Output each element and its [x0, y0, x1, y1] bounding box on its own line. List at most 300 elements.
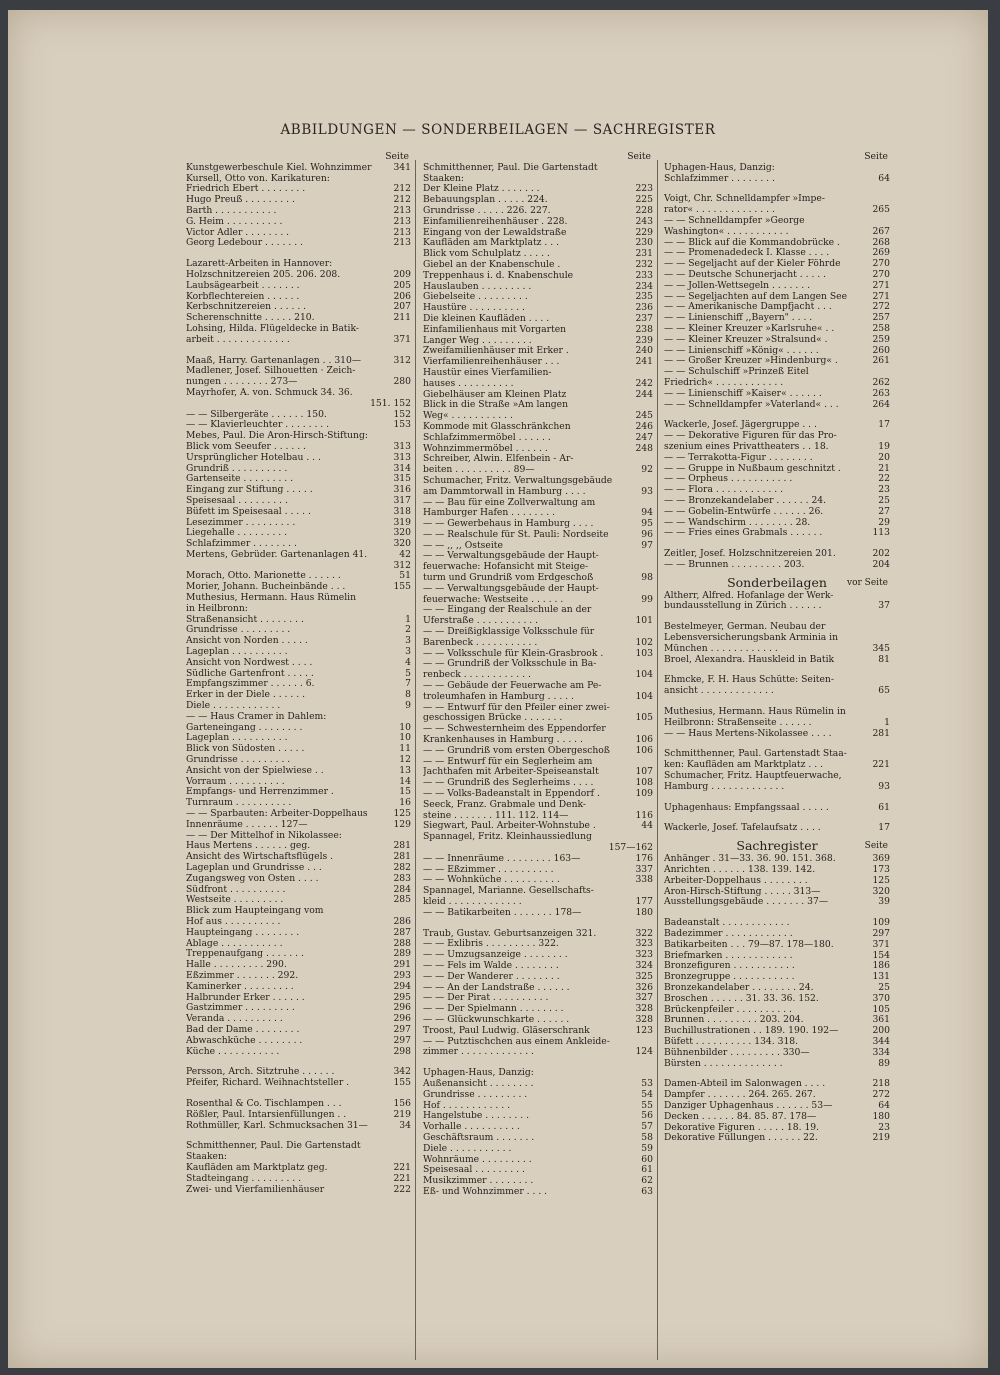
index-entry	[664, 474, 890, 485]
entry-page: 272	[872, 1090, 890, 1101]
entry-text: — — Silbergeräte . . . . . . 150.	[186, 409, 327, 420]
index-entry	[664, 1015, 890, 1026]
entry-text: Staaken:	[423, 173, 464, 184]
entry-page	[888, 707, 890, 718]
entry-page: 222	[393, 1184, 411, 1195]
entry-page	[651, 605, 653, 616]
entry-page: 313	[393, 441, 411, 452]
index-entry	[664, 1048, 890, 1059]
entry-text: — — Der Wanderer . . . . . . . .	[423, 971, 560, 982]
entry-text: — — Flora . . . . . . . . . . . .	[664, 485, 784, 496]
entry-page: 156	[393, 1098, 411, 1109]
entry-text: Ansicht von Nordwest . . . .	[186, 657, 313, 668]
index-entry	[186, 863, 411, 874]
index-entry	[423, 1133, 653, 1144]
entry-page: 298	[393, 1046, 411, 1057]
entry-text: — — Haus Mertens-Nikolassee . . . .	[664, 728, 832, 739]
entry-text: — — Orpheus . . . . . . . . . . .	[664, 474, 793, 485]
index-entry	[186, 539, 411, 550]
entry-text: — — Fels im Walde . . . . . . . .	[423, 960, 559, 971]
entry-text: Bestelmeyer, German. Neubau der	[664, 622, 826, 633]
entry-text: Wohnräume . . . . . . . . .	[423, 1154, 532, 1165]
entry-text: Innenräume . . . . . . 127—	[186, 819, 308, 830]
index-entry	[186, 712, 411, 723]
index-entry	[186, 928, 411, 939]
entry-text: steine . . . . . . . 111. 112. 114—	[423, 810, 569, 821]
entry-page: 213	[393, 227, 411, 238]
entry-text: renbeck . . . . . . . . . . . .	[423, 670, 531, 681]
entry-text: Halbrunder Erker . . . . . .	[186, 992, 305, 1003]
entry-page: 268	[872, 237, 890, 248]
index-entry	[423, 1068, 653, 1079]
entry-page: 370	[872, 993, 890, 1004]
entry-text: Broschen . . . . . . 31. 33. 36. 152.	[664, 993, 819, 1004]
entry-spacer	[664, 813, 890, 823]
index-entry	[664, 163, 890, 174]
index-entry	[186, 679, 411, 690]
index-entry	[423, 217, 653, 228]
entry-text: Anrichten . . . . . . 138. 139. 142.	[664, 865, 816, 876]
entry-page: 234	[635, 281, 653, 292]
entry-page: 10	[399, 722, 411, 733]
entry-page: 338	[635, 875, 653, 886]
index-entry	[423, 638, 653, 649]
index-entry	[186, 1025, 411, 1036]
entry-page	[651, 1068, 653, 1079]
entry-page: 27	[878, 506, 890, 517]
entry-page: 238	[635, 324, 653, 335]
index-entry	[186, 1141, 411, 1152]
index-entry	[423, 314, 653, 325]
entry-page	[409, 1152, 411, 1163]
index-entry	[664, 655, 890, 666]
entry-page: 34	[399, 1120, 411, 1131]
entry-text: Abwaschküche . . . . . . . .	[186, 1035, 303, 1046]
entry-page	[651, 724, 653, 735]
entry-text: Küche . . . . . . . . . . .	[186, 1046, 280, 1057]
entry-text: Hof aus . . . . . . . . . .	[186, 916, 281, 927]
index-entry	[186, 464, 411, 475]
entry-text: Buchillustrationen . . 189. 190. 192—	[664, 1026, 839, 1037]
entry-page	[888, 163, 890, 174]
index-entry	[423, 939, 653, 950]
index-entry	[423, 498, 653, 509]
index-entry	[423, 465, 653, 476]
entry-text: — — Volks-Badeanstalt in Eppendorf .	[423, 789, 600, 800]
index-entry	[423, 1101, 653, 1112]
entry-page: 286	[393, 916, 411, 927]
entry-page: 207	[393, 302, 411, 313]
entry-text: Einfamilienhaus mit Vorgarten	[423, 324, 567, 335]
entry-text: Langer Weg . . . . . . . . .	[423, 335, 532, 346]
entry-page: 293	[393, 970, 411, 981]
index-entry	[664, 823, 890, 834]
entry-text: — — Gewerbehaus in Hamburg . . . .	[423, 519, 594, 530]
entry-spacer	[423, 1058, 653, 1068]
index-entry	[664, 591, 890, 602]
entry-page: 296	[393, 1014, 411, 1025]
entry-text: Georg Ledebour . . . . . . .	[186, 238, 303, 249]
entry-text: — — ,, ,, Ostseite	[423, 540, 503, 551]
entry-page: 23	[878, 1122, 890, 1133]
index-entry	[423, 1079, 653, 1090]
entry-text: Schumacher, Fritz. Hauptfeuerwache,	[664, 771, 842, 782]
entry-page: 342	[393, 1067, 411, 1078]
index-entry	[186, 615, 411, 626]
index-entry	[664, 248, 890, 259]
seite-header: Seite	[864, 151, 888, 162]
entry-text: Uferstraße . . . . . . . . . . .	[423, 616, 539, 627]
entry-text: Brückenpfeiler . . . . . . . . . .	[664, 1004, 792, 1015]
entry-text: Spannagel, Marianne. Gesellschafts-	[423, 886, 594, 897]
entry-page: 206	[393, 291, 411, 302]
entry-page: 59	[641, 1143, 653, 1154]
entry-text: Bühnenbilder . . . . . . . . . 330—	[664, 1047, 810, 1058]
entry-page: 230	[635, 238, 653, 249]
entry-page: 63	[641, 1186, 653, 1197]
entry-page: 151. 152	[370, 398, 411, 409]
index-entry	[423, 357, 653, 368]
entry-page: 257	[872, 313, 890, 324]
entry-text: Madlener, Josef. Silhouetten · Zeich-	[186, 366, 356, 377]
index-entry	[186, 217, 411, 228]
index-entry	[423, 789, 653, 800]
seite-header: Seite	[627, 151, 651, 162]
index-entry	[186, 474, 411, 485]
index-entry	[186, 636, 411, 647]
index-entry	[423, 400, 653, 411]
entry-text: Bad der Dame . . . . . . . .	[186, 1024, 300, 1035]
entry-text: Eß- und Wohnzimmer . . . .	[423, 1186, 548, 1197]
index-entry	[423, 238, 653, 249]
index-entry	[423, 573, 653, 584]
entry-text: Einfamilienreihenhäuser . 228.	[423, 216, 568, 227]
entry-text: — — Linienschiff »König« . . . . . .	[664, 345, 819, 356]
index-entry	[664, 887, 890, 898]
entry-page: 245	[635, 411, 653, 422]
index-entry	[664, 378, 890, 389]
entry-page: 316	[393, 485, 411, 496]
entry-page: 295	[393, 992, 411, 1003]
entry-text: beiten . . . . . . . . . . 89—	[423, 465, 535, 476]
entry-text: Wackerle, Josef. Tafelaufsatz . . . .	[664, 823, 821, 834]
index-entry	[186, 1185, 411, 1196]
entry-page: 104	[635, 691, 653, 702]
entry-text: Schreiber, Alwin. Elfenbein - Ar-	[423, 454, 574, 465]
entry-text: Treppenhaus i. d. Knabenschule	[423, 270, 574, 281]
index-entry	[423, 584, 653, 595]
entry-text: Bronzegruppe . . . . . . . . . . .	[664, 972, 795, 983]
entry-text: Laubsägearbeit . . . . . . .	[186, 280, 300, 291]
entry-text: Eingang zur Stiftung . . . . .	[186, 485, 313, 496]
index-entry	[186, 184, 411, 195]
entry-page: 116	[635, 810, 653, 821]
entry-page	[651, 703, 653, 714]
entry-page	[888, 771, 890, 782]
index-entry	[664, 961, 890, 972]
entry-text: Die kleinen Kaufläden . . . .	[423, 313, 550, 324]
index-entry	[423, 595, 653, 606]
entry-text: geschossigen Brücke . . . . . . .	[423, 713, 563, 724]
entry-page: 243	[635, 216, 653, 227]
index-entry	[423, 271, 653, 282]
entry-page: 262	[872, 377, 890, 388]
entry-text: — — Bau für eine Zollverwaltung am	[423, 497, 596, 508]
entry-text: — — Gruppe in Nußbaum geschnitzt .	[664, 463, 841, 474]
entry-page	[651, 368, 653, 379]
index-entry	[423, 411, 653, 422]
entry-page: 213	[393, 216, 411, 227]
index-entry	[186, 313, 411, 324]
index-entry	[664, 356, 890, 367]
entry-text: Friedrich Ebert . . . . . . . .	[186, 184, 306, 195]
entry-page: 344	[872, 1036, 890, 1047]
entry-page: 23	[878, 485, 890, 496]
entry-page: 58	[641, 1132, 653, 1143]
entry-page: 89	[878, 1058, 890, 1069]
entry-text: Dekorative Füllungen . . . . . . 22.	[664, 1133, 818, 1144]
entry-text: Rößler, Paul. Intarsienfüllungen . .	[186, 1109, 347, 1120]
entry-page: 106	[635, 735, 653, 746]
entry-page: 131	[872, 972, 890, 983]
entry-page: 19	[878, 441, 890, 452]
page-title: ABBILDUNGEN — SONDERBEILAGEN — SACHREGISTER	[280, 122, 716, 138]
entry-page: 102	[635, 637, 653, 648]
index-entry	[664, 174, 890, 185]
entry-text: Aron-Hirsch-Stiftung . . . . . 313—	[664, 886, 821, 897]
entry-page: 264	[872, 399, 890, 410]
entry-page	[651, 584, 653, 595]
index-entry	[664, 686, 890, 697]
index-entry	[423, 422, 653, 433]
entry-page: 124	[635, 1047, 653, 1058]
index-entry	[423, 368, 653, 379]
index-entry	[664, 876, 890, 887]
index-entry	[186, 571, 411, 582]
entry-text: Bronzekandelaber . . . . . . . . 24.	[664, 983, 814, 993]
entry-text: — — Kleiner Kreuzer »Stralsund« .	[664, 334, 828, 345]
entry-page: 200	[872, 1026, 890, 1037]
entry-page: 123	[635, 1025, 653, 1036]
index-entry	[664, 1133, 890, 1144]
index-entry	[186, 388, 411, 399]
entry-page: 157—162	[608, 843, 653, 853]
entry-text: Empfangszimmer . . . . . . 6.	[186, 679, 315, 690]
entry-page	[888, 194, 890, 205]
entry-page	[651, 476, 653, 487]
entry-page: 229	[635, 227, 653, 238]
index-entry	[186, 453, 411, 464]
entry-page: 314	[393, 463, 411, 474]
index-entry	[186, 820, 411, 831]
index-entry	[423, 703, 653, 714]
index-entry	[423, 1047, 653, 1058]
entry-page: 328	[635, 1004, 653, 1015]
entry-text: Büfett . . . . . . . . . . 134. 318.	[664, 1036, 799, 1047]
index-entry	[423, 908, 653, 919]
entry-page	[888, 622, 890, 633]
entry-page: 39	[878, 897, 890, 908]
entry-text: Washington« . . . . . . . . . . .	[664, 226, 789, 237]
index-entry	[423, 929, 653, 940]
index-entry	[423, 767, 653, 778]
entry-text: — — Segeljacht auf der Kieler Föhrde	[664, 259, 841, 270]
index-entry	[664, 313, 890, 324]
index-page	[8, 10, 988, 1368]
entry-page: 236	[635, 303, 653, 314]
entry-page: 324	[635, 960, 653, 971]
index-entry	[186, 399, 411, 410]
entry-text: Haupteingang . . . . . . . .	[186, 927, 300, 938]
entry-text: — — Verwaltungsgebäude der Haupt-	[423, 583, 599, 594]
entry-text: G. Heim . . . . . . . . . .	[186, 216, 283, 227]
entry-page: 54	[641, 1089, 653, 1100]
entry-page: 323	[635, 950, 653, 961]
entry-text: Bürsten . . . . . . . . . . . . . .	[664, 1058, 783, 1069]
index-entry	[423, 670, 653, 681]
entry-text: — — Amerikanische Dampfjacht . . .	[664, 302, 832, 313]
index-entry	[423, 800, 653, 811]
index-entry	[186, 431, 411, 442]
entry-page	[888, 633, 890, 644]
entry-text: — — Promenadedeck I. Klasse . . . .	[664, 248, 830, 259]
entry-text: Uphagen-Haus, Danzig:	[423, 1068, 534, 1079]
entry-page	[409, 1141, 411, 1152]
entry-text: Voigt, Chr. Schnelldampfer »Impe-	[664, 194, 825, 205]
entry-text: Mayrhofer, A. von. Schmuck 34. 36.	[186, 387, 353, 398]
index-entry	[186, 442, 411, 453]
entry-text: Spannagel, Fritz. Kleinhaussiedlung	[423, 832, 592, 843]
index-entry	[664, 918, 890, 929]
entry-text: Gastzimmer . . . . . . . . .	[186, 1003, 295, 1014]
entry-page: 13	[399, 765, 411, 776]
entry-page: 213	[393, 238, 411, 249]
index-entry	[664, 400, 890, 411]
entry-text: Hamburg . . . . . . . . . . . . .	[664, 781, 785, 792]
index-entry	[186, 669, 411, 680]
entry-page: 317	[393, 495, 411, 506]
index-entry	[664, 1090, 890, 1101]
index-entry	[186, 766, 411, 777]
index-entry	[664, 431, 890, 442]
entry-text: — — Realschule für St. Pauli: Nordseite	[423, 529, 609, 540]
entry-page	[409, 831, 411, 842]
entry-spacer	[664, 410, 890, 420]
entry-spacer	[664, 539, 890, 549]
entry-text: Eingang von der Lewaldstraße	[423, 227, 567, 238]
entry-page: 318	[393, 506, 411, 517]
entry-text: Schmitthenner, Paul. Die Gartenstadt	[186, 1141, 361, 1152]
entry-text: Kommode mit Glasschränkchen	[423, 421, 571, 432]
entry-text: Scherenschnitte . . . . . 210.	[186, 313, 315, 324]
entry-page: 3	[405, 647, 411, 658]
entry-text: Turnraum . . . . . . . . . .	[186, 798, 292, 809]
index-entry	[664, 749, 890, 760]
index-entry	[186, 195, 411, 206]
entry-text: feuerwache: Hofansicht mit Steige-	[423, 562, 589, 573]
entry-page: 320	[393, 528, 411, 539]
entry-text: — — Gobelin-Entwürfe . . . . . . 26.	[664, 506, 824, 517]
entry-page: 320	[393, 539, 411, 550]
entry-text: — — Dreißigklassige Volksschule für	[423, 627, 595, 638]
entry-text: Kursell, Otto von. Karikaturen:	[186, 173, 330, 184]
entry-text: Hof . . . . . . . . . . . .	[423, 1100, 511, 1111]
index-entry	[186, 841, 411, 852]
entry-text: Mebes, Paul. Die Aron-Hirsch-Stiftung:	[186, 431, 368, 442]
entry-page: 281	[393, 852, 411, 863]
entry-page: 212	[393, 195, 411, 206]
entry-text: Korbflechtereien . . . . . .	[186, 291, 300, 302]
index-entry	[186, 723, 411, 734]
entry-text: Speisesaal . . . . . . . . .	[423, 1165, 525, 1176]
index-entry	[186, 885, 411, 896]
entry-page: 51	[399, 571, 411, 582]
index-entry	[423, 811, 653, 822]
entry-text: Lageplan und Grundrisse . . .	[186, 863, 322, 873]
entry-text: Kunstgewerbeschule Kiel. Wohnzimmer	[186, 162, 372, 173]
entry-page: 61	[878, 802, 890, 813]
index-entry	[186, 228, 411, 239]
entry-text: Pfeifer, Richard. Weihnachtsteller .	[186, 1078, 350, 1089]
entry-page: 270	[872, 269, 890, 280]
index-entry	[186, 238, 411, 249]
entry-text: Anhänger . 31—33. 36. 90. 151. 368.	[664, 854, 836, 865]
index-entry	[423, 1155, 653, 1166]
entry-text: Rothmüller, Karl. Schmucksachen 31—	[186, 1120, 368, 1131]
entry-text: Siegwart, Paul. Arbeiter-Wohnstube .	[423, 821, 596, 832]
entry-text: Lebensversicherungsbank Arminia in	[664, 633, 839, 644]
entry-text: — — Grundriß vom ersten Obergeschoß	[423, 745, 610, 756]
entry-text: Geschäftsraum . . . . . . .	[423, 1132, 535, 1143]
entry-text: Altherr, Alfred. Hofanlage der Werk-	[664, 590, 834, 601]
index-entry	[664, 1037, 890, 1048]
index-entry	[423, 1090, 653, 1101]
entry-page	[409, 906, 411, 917]
entry-text: — — Umzugsanzeige . . . . . . . .	[423, 950, 568, 961]
entry-page: 327	[635, 993, 653, 1004]
entry-text: Ansicht von der Spielwiese . .	[186, 765, 324, 776]
entry-text: Der Kleine Platz . . . . . . .	[423, 184, 540, 195]
entry-text: Treppenaufgang . . . . . . .	[186, 949, 304, 960]
entry-text: Schumacher, Fritz. Verwaltungsgebäude	[423, 475, 613, 486]
entry-page: 225	[635, 195, 653, 206]
index-entry	[186, 270, 411, 281]
entry-text: Muthesius, Hermann. Haus Rümelin in	[664, 707, 846, 718]
entry-text: — — Entwurf für den Pfeiler einer zwei-	[423, 702, 610, 713]
entry-page	[651, 1037, 653, 1048]
entry-text: — — Gebäude der Feuerwache am Pe-	[423, 681, 602, 692]
entry-text: Giebelhäuser am Kleinen Platz	[423, 389, 567, 400]
entry-text	[423, 843, 607, 854]
entry-page: 42	[399, 549, 411, 560]
index-entry	[664, 367, 890, 378]
entry-text: Uphagen-Haus, Danzig:	[664, 162, 775, 173]
entry-text: Ursprünglicher Hotelbau . . .	[186, 452, 321, 463]
entry-text: — — Grundriß der Volksschule in Ba-	[423, 659, 597, 670]
entry-page: 92	[641, 465, 653, 476]
entry-text: Vierfamilienreihenhäuser . . .	[423, 357, 560, 368]
entry-text: Blick vom Schulplatz . . . . .	[423, 249, 550, 260]
entry-text: bundausstellung in Zürich . . . . . .	[664, 601, 822, 612]
index-entry	[186, 485, 411, 496]
entry-text: — — Batikarbeiten . . . . . . . 178—	[423, 907, 582, 918]
index-entry	[186, 993, 411, 1004]
entry-page: 12	[399, 755, 411, 766]
index-entry	[186, 982, 411, 993]
index-entry	[664, 1059, 890, 1070]
entry-page: 37	[878, 601, 890, 612]
entry-text: Lazarett-Arbeiten in Hannover:	[186, 259, 333, 270]
